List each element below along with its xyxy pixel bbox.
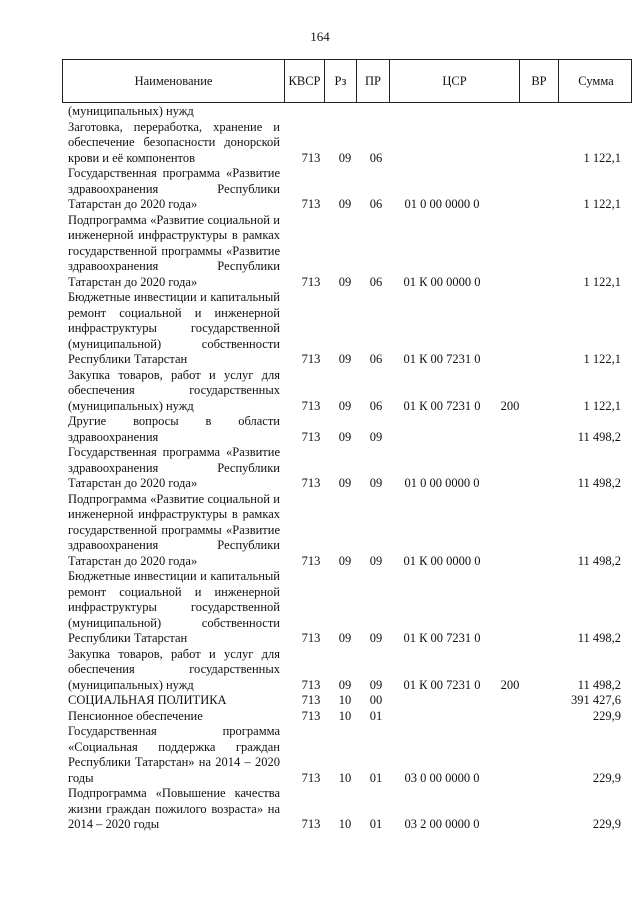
- row-kvsr: 713: [301, 197, 321, 211]
- row-rz: 09: [338, 631, 352, 645]
- row-kvsr: 713: [301, 429, 321, 444]
- table-body: [0, 104, 640, 833]
- row-csr: 01 0 00 0000 0: [404, 476, 480, 490]
- table-row: [0, 104, 640, 120]
- row-rz: 09: [338, 274, 352, 289]
- table-row: [0, 693, 640, 709]
- row-name: Государственная программа «Социальная поддержка граждан Республики Татарстан» на 2014 – 2020 годы: [68, 724, 280, 785]
- row-kvsr: 713: [301, 770, 321, 785]
- table-header: [62, 59, 632, 103]
- row-kvsr: 713: [301, 553, 321, 568]
- row-name: Бюджетные инвестиции и капитальный ремонт социальной и инженерной инфраструктуры государственной (муниципальной) собственности Республики Татарстан: [68, 569, 280, 645]
- table-row: [0, 647, 640, 694]
- row-sum: 229,9: [592, 708, 621, 723]
- row-pr: 01: [369, 708, 383, 723]
- row-name: Закупка товаров, работ и услуг для обеспечения государственных (муниципальных) нужд: [68, 646, 280, 692]
- table-row: [0, 709, 640, 725]
- row-pr: 06: [369, 398, 383, 413]
- table-row: [0, 445, 640, 492]
- row-rz: 10: [338, 708, 352, 723]
- row-vr: 200: [500, 398, 520, 413]
- row-sum: 229,9: [592, 770, 621, 785]
- row-rz: 09: [338, 677, 352, 692]
- row-rz: 09: [338, 150, 352, 165]
- header-sum: Сумма: [578, 74, 614, 88]
- header-kvsr: КВСР: [285, 60, 325, 102]
- row-sum: 1 122,1: [583, 274, 621, 289]
- table-row: [0, 492, 640, 570]
- row-name: Подпрограмма «Развитие социальной и инженерной инфраструктуры в рамках государственной программы «Развитие здравоохранения Республики Татарстан до 2020 года»: [68, 491, 280, 568]
- row-csr: 01 К 00 7231 0: [403, 398, 481, 413]
- row-name: Пенсионное обеспечение: [68, 708, 203, 723]
- header-rz: Рз: [325, 60, 357, 102]
- row-sum: 1 122,1: [583, 197, 621, 211]
- row-sum: 1 122,1: [583, 398, 621, 413]
- row-pr: 01: [369, 817, 383, 831]
- row-name: Государственная программа «Развитие здравоохранения Республики Татарстан до 2020 года»: [68, 445, 280, 490]
- row-rz: 09: [338, 352, 352, 366]
- table-row: [0, 213, 640, 291]
- row-kvsr: 713: [301, 817, 321, 831]
- header-csr: ЦСР: [390, 60, 520, 102]
- row-kvsr: 713: [301, 476, 321, 490]
- row-sum: 1 122,1: [583, 352, 621, 366]
- table-row: [0, 290, 640, 368]
- row-name: Подпрограмма «Повышение качества жизни граждан пожилого возраста» на 2014 – 2020 годы: [68, 786, 280, 831]
- row-name: Государственная программа «Развитие здравоохранения Республики Татарстан до 2020 года»: [68, 166, 280, 211]
- row-csr: 01 К 00 0000 0: [403, 553, 481, 568]
- row-pr: 09: [369, 553, 383, 568]
- row-csr: 01 К 00 7231 0: [403, 677, 481, 692]
- row-name: Бюджетные инвестиции и капитальный ремонт социальной и инженерной инфраструктуры государственной (муниципальной) собственности Республики Татарстан: [68, 290, 280, 366]
- row-rz: 09: [338, 429, 352, 444]
- row-csr: 01 0 00 0000 0: [404, 197, 480, 211]
- table-row: [0, 569, 640, 647]
- row-sum: 11 498,2: [577, 631, 621, 645]
- row-kvsr: 713: [301, 677, 321, 692]
- row-pr: 09: [369, 677, 383, 692]
- row-kvsr: 713: [301, 398, 321, 413]
- row-pr: 00: [369, 693, 383, 707]
- row-pr: 09: [369, 476, 383, 490]
- row-csr: 01 К 00 7231 0: [403, 631, 481, 645]
- row-pr: 09: [369, 429, 383, 444]
- row-pr: 01: [369, 770, 383, 785]
- row-csr: 01 К 00 0000 0: [403, 274, 481, 289]
- row-sum: 11 498,2: [577, 429, 621, 444]
- row-name: (муниципальных) нужд: [68, 104, 194, 118]
- row-kvsr: 713: [301, 631, 321, 645]
- row-kvsr: 713: [301, 708, 321, 723]
- row-rz: 09: [338, 476, 352, 490]
- row-sum: 1 122,1: [583, 150, 621, 165]
- row-rz: 10: [338, 770, 352, 785]
- row-sum: 391 427,6: [571, 693, 621, 707]
- row-sum: 11 498,2: [577, 476, 621, 490]
- row-vr: 200: [500, 677, 520, 692]
- row-pr: 06: [369, 274, 383, 289]
- row-kvsr: 713: [301, 352, 321, 366]
- row-sum: 229,9: [592, 817, 621, 831]
- row-name: Закупка товаров, работ и услуг для обеспечения государственных (муниципальных) нужд: [68, 367, 280, 413]
- row-rz: 10: [338, 693, 352, 707]
- row-name: Другие вопросы в области здравоохранения: [68, 414, 280, 444]
- row-csr: 03 0 00 0000 0: [404, 770, 480, 785]
- row-rz: 09: [338, 197, 352, 211]
- row-sum: 11 498,2: [577, 553, 621, 568]
- row-kvsr: 713: [301, 693, 321, 707]
- table-row: [0, 166, 640, 213]
- header-vr: ВР: [520, 60, 559, 102]
- page-number: 164: [310, 29, 330, 44]
- row-name: Подпрограмма «Развитие социальной и инженерной инфраструктуры в рамках государственной программы «Развитие здравоохранения Республики Татарстан до 2020 года»: [68, 212, 280, 289]
- table-row: [0, 786, 640, 833]
- row-pr: 06: [369, 352, 383, 366]
- row-sum: 11 498,2: [577, 677, 621, 692]
- row-csr: 01 К 00 7231 0: [403, 352, 481, 366]
- table-row: [0, 120, 640, 167]
- row-csr: 03 2 00 0000 0: [404, 817, 480, 831]
- table-row: [0, 724, 640, 786]
- row-rz: 10: [338, 817, 352, 831]
- row-rz: 09: [338, 398, 352, 413]
- row-rz: 09: [338, 553, 352, 568]
- row-kvsr: 713: [301, 274, 321, 289]
- header-name: Наименование: [63, 60, 285, 102]
- row-pr: 06: [369, 150, 383, 165]
- table-row: [0, 368, 640, 415]
- row-pr: 09: [369, 631, 383, 645]
- table-row: [0, 414, 640, 445]
- row-name: Заготовка, переработка, хранение и обеспечение безопасности донорской крови и её компонентов: [68, 119, 280, 165]
- header-pr: ПР: [357, 60, 390, 102]
- row-kvsr: 713: [301, 150, 321, 165]
- row-name: СОЦИАЛЬНАЯ ПОЛИТИКА: [68, 693, 227, 707]
- row-pr: 06: [369, 197, 383, 211]
